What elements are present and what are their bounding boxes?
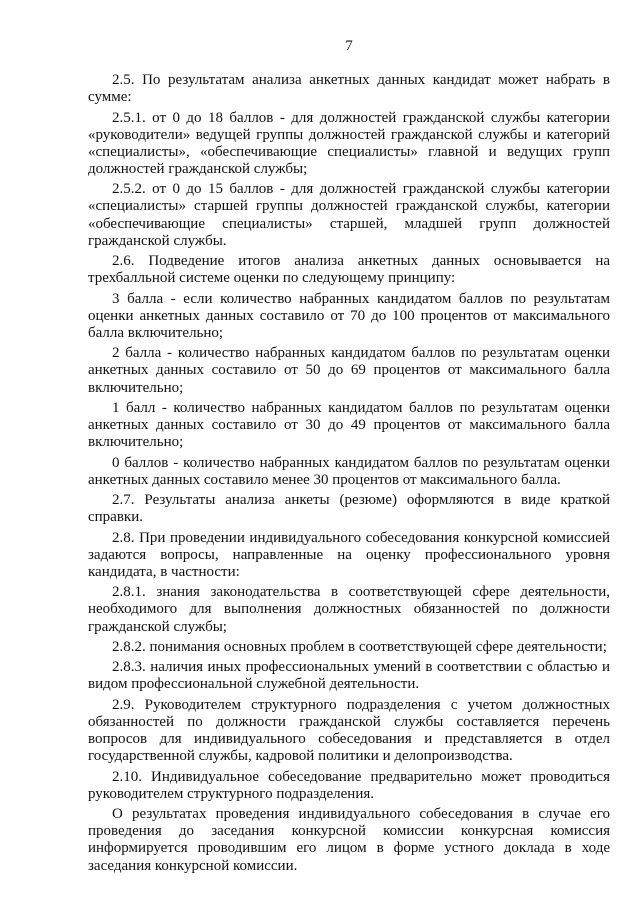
paragraph-2-9: 2.9. Руководителем структурного подразделения с учетом должностных обязанностей по должности гражданской службы составляется перечень вопросов для индивидуального собеседования и представляется в отдел государственной службы, кадровой политики и делопроизводства.: [88, 696, 610, 765]
paragraph-2-8-2: 2.8.2. понимания основных проблем в соответствующей сфере деятельности;: [112, 638, 607, 655]
paragraph-2-5-1: 2.5.1. от 0 до 18 баллов - для должностей гражданской службы категории «руководители» ведущей группы должностей гражданской службы и категорий «специалисты», «обеспечивающие специалисты» главной и ведущих групп должностей гражданской службы;: [88, 109, 610, 177]
paragraph-2-points: 2 балла - количество набранных кандидатом баллов по результатам оценки анкетных данных составило от 50 до 69 процентов от максимального балла включительно;: [88, 345, 610, 396]
paragraph-2-6: 2.6. Подведение итогов анализа анкетных данных основывается на трехбалльной системе оценки по следующему принципу:: [88, 253, 610, 287]
paragraph-3-points: 3 балла - если количество набранных кандидатом баллов по результатам оценки анкетных данных составило от 70 до 100 процентов от максимального балла включительно;: [88, 290, 610, 341]
document-body: [88, 72, 610, 878]
paragraph-2-8-1: 2.8.1. знания законодательства в соответствующей сфере деятельности, необходимого для выполнения должностных обязанностей по должности гражданской службы;: [88, 584, 610, 635]
page-number: 7: [345, 38, 353, 54]
paragraph-2-8: 2.8. При проведении индивидуального собеседования конкурсной комиссией задаются вопросы, направленные на оценку профессионального уровня кандидата, в частности:: [88, 529, 610, 580]
paragraph-1-point: 1 балл - количество набранных кандидатом баллов по результатам оценки анкетных данных составило от 30 до 49 процентов от максимального балла включительно;: [88, 399, 610, 451]
paragraph-2-8-3: 2.8.3. наличия иных профессиональных умений в соответствии с областью и видом профессиональной служебной деятельности.: [88, 659, 610, 693]
paragraph-2-7: 2.7. Результаты анализа анкеты (резюме) оформляются в виде краткой справки.: [88, 492, 610, 526]
paragraph-2-10: 2.10. Индивидуальное собеседование предварительно может проводиться руководителем структурного подразделения.: [88, 768, 610, 802]
paragraph-interview-results: О результатах проведения индивидуального собеседования в случае его проведения до заседания конкурсной комиссии конкурсная комиссия информируется проводившим его лицом в форме устного доклада в ходе заседания конкурсной комиссии.: [88, 806, 610, 874]
paragraph-0-points: 0 баллов - количество набранных кандидатом баллов по результатам оценки анкетных данных составило менее 30 процентов от максимального балла.: [88, 454, 610, 488]
paragraph-2-5: 2.5. По результатам анализа анкетных данных кандидат может набрать в сумме:: [88, 72, 610, 106]
paragraph-2-5-2: 2.5.2. от 0 до 15 баллов - для должностей гражданской службы категории «специалисты» старшей группы должностей гражданской службы, категории «обеспечивающие специалисты» старшей, младшей групп должностей гражданской службы.: [88, 181, 610, 249]
